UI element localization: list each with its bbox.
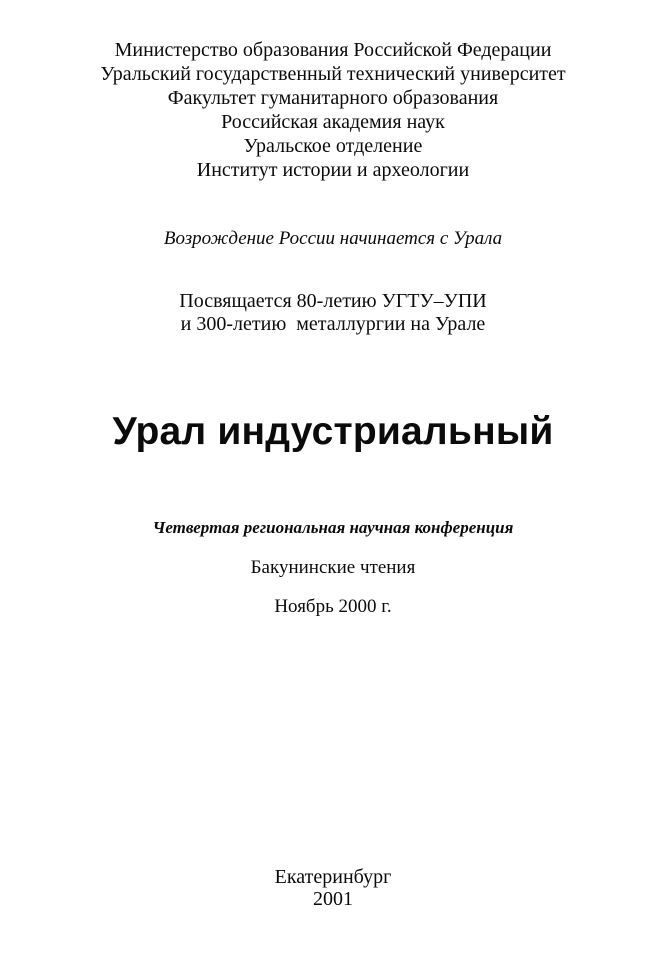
imprint-block	[0, 866, 666, 910]
organization-line: Уральский государственный технический университет	[100, 63, 566, 85]
readings-name: Бакунинские чтения	[250, 557, 416, 578]
conference-date: Ноябрь 2000 г.	[274, 596, 392, 617]
dedication-line: Посвящается 80-летию УГТУ–УПИ	[179, 290, 487, 312]
imprint-year: 2001	[313, 888, 353, 910]
organization-line: Российская академия наук	[221, 111, 445, 133]
organizations-block	[0, 38, 666, 182]
dedication-block	[0, 290, 666, 336]
imprint-city: Екатеринбург	[274, 866, 392, 888]
organization-line: Уральское отделение	[243, 135, 423, 157]
dedication-line: и 300-летию металлургии на Урале	[180, 313, 486, 335]
organization-line: Факультет гуманитарного образования	[167, 87, 499, 109]
conference-subtitle: Четвертая региональная научная конференция	[152, 518, 514, 537]
organization-line: Институт истории и археологии	[196, 159, 470, 181]
motto: Возрождение России начинается с Урала	[163, 228, 503, 249]
book-title: Урал индустриальный	[112, 410, 554, 453]
organization-line: Министерство образования Российской Федерации	[114, 39, 552, 61]
